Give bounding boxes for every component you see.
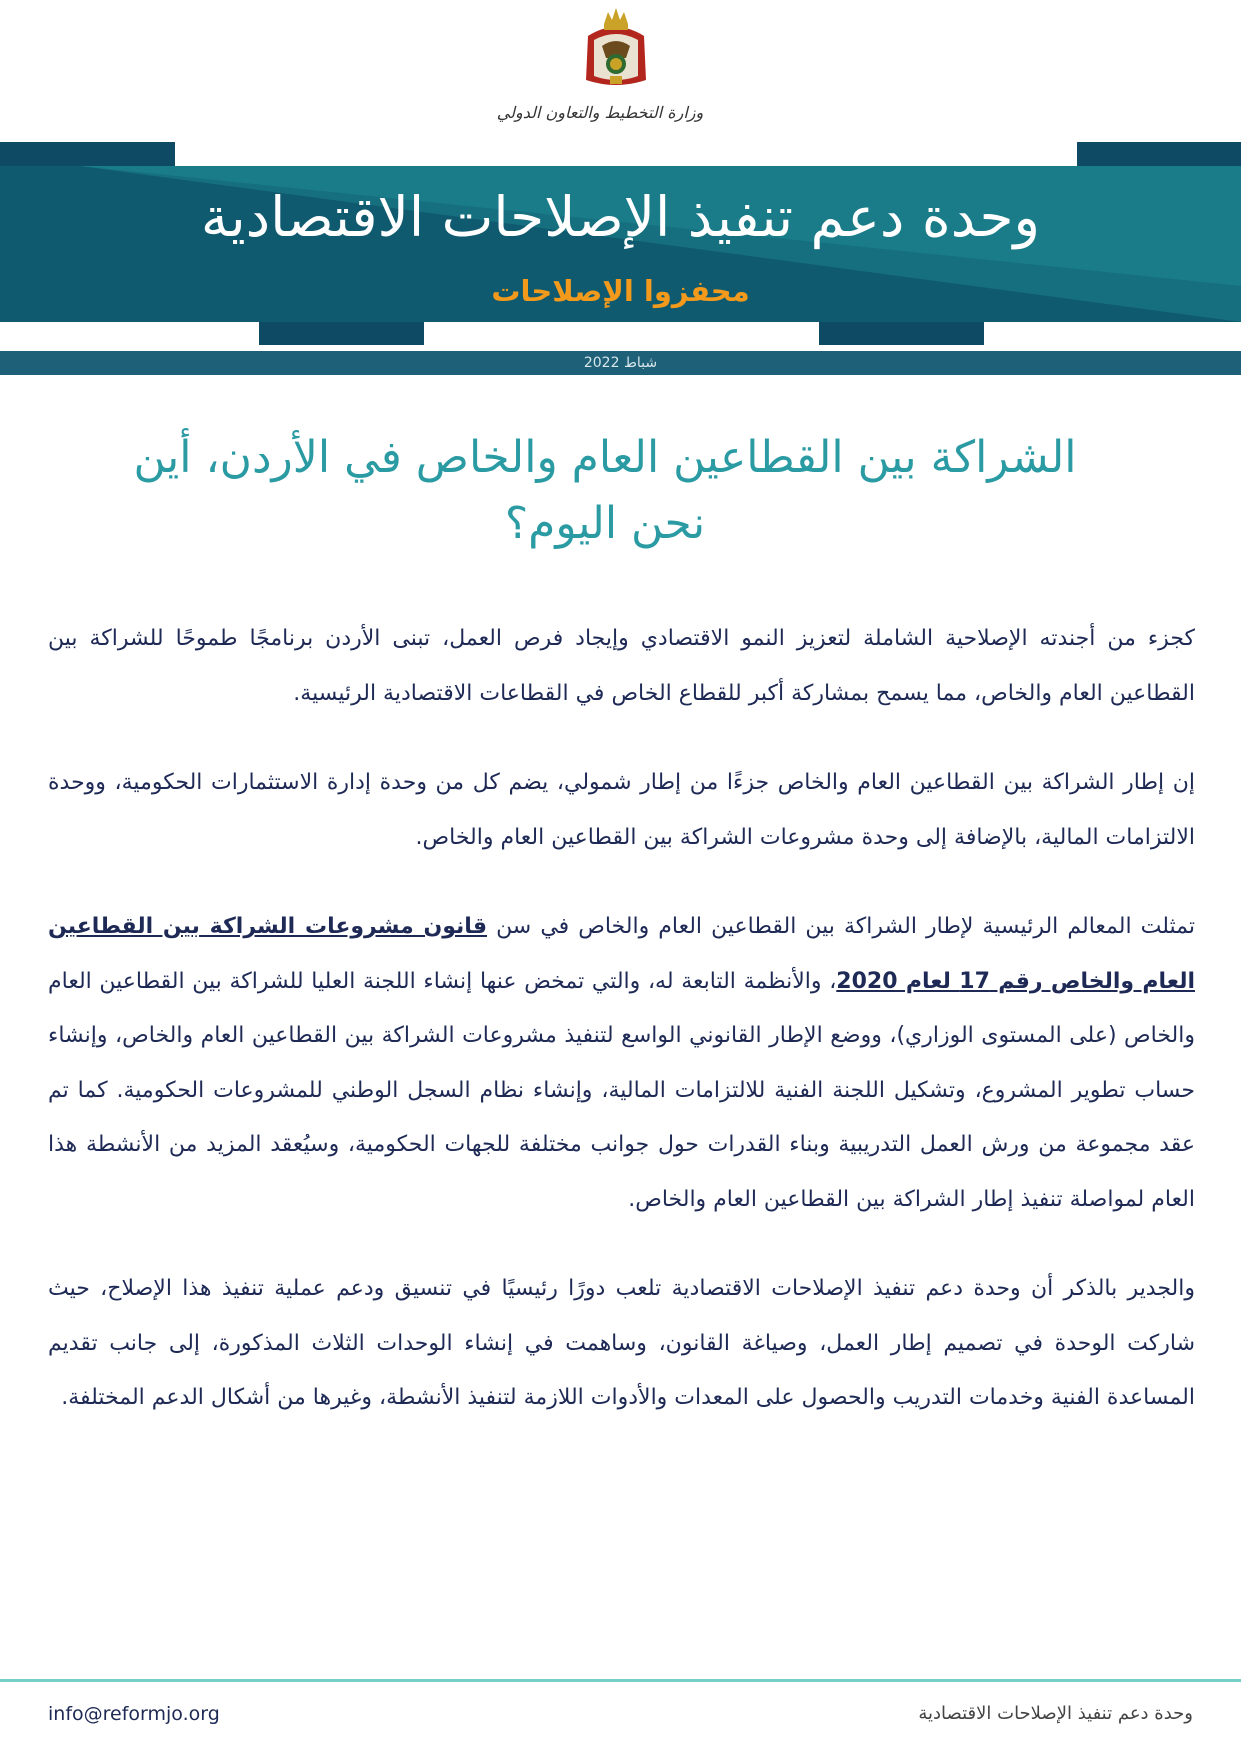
banner-subtitle: محفزوا الإصلاحات — [491, 274, 750, 308]
title-line-1: الشراكة بين القطاعين العام والخاص في الأردن، أين — [133, 432, 1077, 483]
paragraph-2: إن إطار الشراكة بين القطاعين العام والخاص جزءًا من إطار شمولي، يضم كل من وحدة إدارة الاستثمارات الحكومية، ووحدة الالتزامات المالية، بالإضافة إلى وحدة مشروعات الشراكة بين القطاعين العام والخاص. — [48, 770, 1195, 850]
banner-title: وحدة دعم تنفيذ الإصلاحات الاقتصادية — [200, 185, 1041, 249]
document-title — [60, 425, 1150, 557]
footer-divider — [0, 1679, 1241, 1682]
paragraph-3 — [48, 900, 1195, 1227]
publication-date: شباط 2022 — [583, 355, 658, 371]
ppp-law-link[interactable]: قانون مشروعات الشراكة بين القطاعين العام والخاص رقم 17 لعام 2020 — [48, 914, 1195, 994]
title-line-2: نحن اليوم؟ — [504, 498, 706, 549]
banner-tab-decoration — [259, 322, 424, 345]
jordan-coat-of-arms-icon — [580, 6, 652, 92]
document-body — [48, 612, 1195, 1461]
paragraph-1: كجزء من أجندته الإصلاحية الشاملة لتعزيز النمو الاقتصادي وإيجاد فرص العمل، تبنى الأردن برنامجًا طموحًا للشراكة بين القطاعين العام والخاص، مما يسمح بمشاركة أكبر للقطاع الخاص في القطاعات الاقتصادية الرئيسية. — [48, 626, 1195, 706]
banner-tab-decoration — [819, 322, 984, 345]
banner-tab-decoration — [1077, 142, 1241, 166]
footer-email[interactable]: info@reformjo.org — [48, 1703, 220, 1725]
footer-unit-name: وحدة دعم تنفيذ الإصلاحات الاقتصادية — [918, 1703, 1193, 1724]
paragraph-3-intro: تمثلت المعالم الرئيسية لإطار الشراكة بين القطاعين العام والخاص في سن — [486, 914, 1195, 939]
ministry-name: وزارة التخطيط والتعاون الدولي — [496, 103, 704, 122]
paragraph-3-rest: ، والأنظمة التابعة له، والتي تمخض عنها إنشاء اللجنة العليا للشراكة بين القطاعين العام والخاص (على المستوى الوزاري)، ووضع الإطار القانوني الواسع لتنفيذ مشروعات الشراكة بين القطاعين العام والخاص، وإنشاء حساب تطوير المشروع، وتشكيل اللجنة الفنية للالتزامات المالية، وإنشاء نظام السجل الوطني للمشروعات الحكومية. كما تم عقد مجموعة من ورش العمل التدريبية وبناء القدرات حول جوانب مختلفة للجهات الحكومية، وسيُعقد المزيد من الأنشطة هذا العام لمواصلة تنفيذ إطار الشراكة بين القطاعين العام والخاص. — [48, 968, 1195, 1212]
banner-tab-decoration — [0, 142, 175, 166]
paragraph-4: والجدير بالذكر أن وحدة دعم تنفيذ الإصلاحات الاقتصادية تلعب دورًا رئيسيًا في تنسيق ودعم عملية تنفيذ هذا الإصلاح، حيث شاركت الوحدة في تصميم إطار العمل، وصياغة القانون، وساهمت في إنشاء الوحدات الثلاث المذكورة، إلى جانب تقديم المساعدة الفنية وخدمات التدريب والحصول على المعدات والأدوات اللازمة لتنفيذ الأنشطة، وغيرها من أشكال الدعم المختلفة. — [48, 1276, 1195, 1410]
header-banner — [0, 166, 1241, 322]
